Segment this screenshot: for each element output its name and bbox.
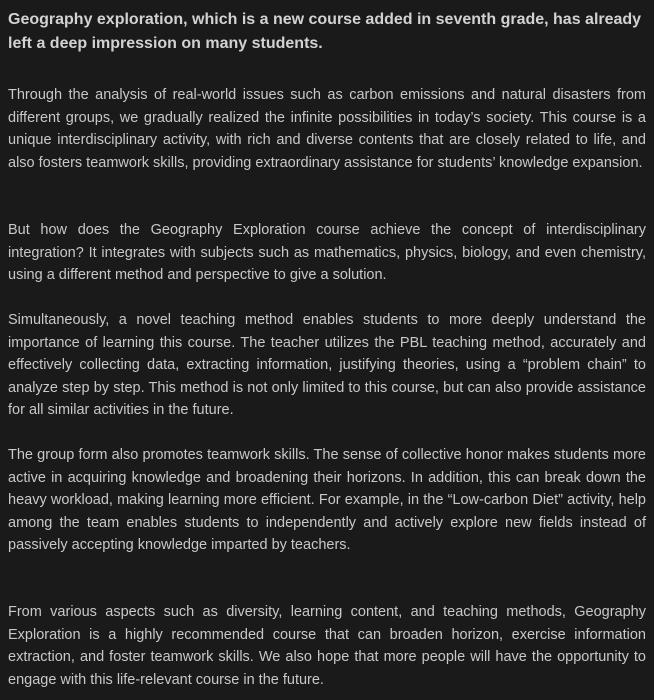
article-paragraph-4: The group form also promotes teamwork skills. The sense of collective honor makes students more active in acquiring knowledge and broadening their horizons. In addition, this can break down the heavy workload, making learning more efficient. For example, in the “Low-carbon Diet” activity, help among the team enables students to independently and actively explore new fields instead of passively accepting knowledge imparted by teachers. <box>8 447 646 553</box>
article-paragraph-1: Through the analysis of real-world issues such as carbon emissions and natural disasters from different groups, we gradually realized the infinite possibilities in today’s society. This course is a unique interdisciplinary activity, with rich and diverse contents that are closely related to life, and also fosters teamwork skills, providing extraordinary assistance for students’ knowledge expansion. <box>8 87 646 171</box>
article <box>8 8 646 688</box>
article-headline: Geography exploration, which is a new course added in seventh grade, has already left a deep impression on many students. <box>8 11 642 52</box>
article-paragraph-5: From various aspects such as diversity, learning content, and teaching methods, Geography Exploration is a highly recommended course that can broaden horizon, exercise information extraction, and foster teamwork skills. We also hope that more people will have the opportunity to engage with this life-relevant course in the future. <box>8 604 646 688</box>
article-paragraph-2: But how does the Geography Exploration course achieve the concept of interdisciplinary integration? It integrates with subjects such as mathematics, physics, biology, and even chemistry, using a different method and perspective to give a solution. <box>8 222 646 283</box>
article-paragraph-3: Simultaneously, a novel teaching method enables students to more deeply understand the importance of learning this course. The teacher utilizes the PBL teaching method, accurately and effectively collecting data, extracting information, justifying theories, using a “problem chain” to analyze step by step. This method is not only limited to this course, but can also provide assistance for all similar activities in the future. <box>8 312 646 418</box>
